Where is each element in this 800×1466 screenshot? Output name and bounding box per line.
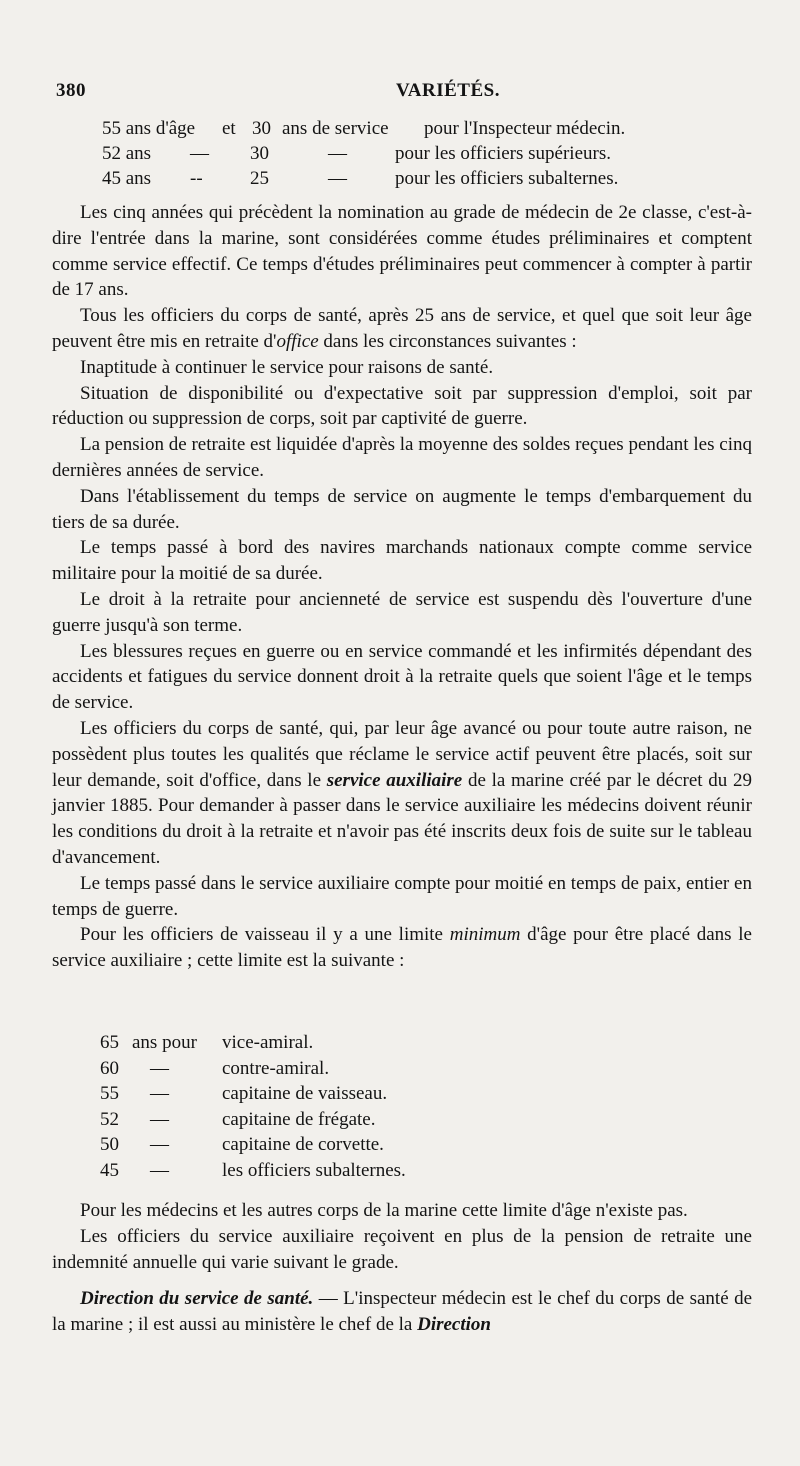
- paragraph: [52, 922, 752, 974]
- unit-cell: —: [328, 143, 347, 164]
- paragraph: La pension de retraite est liquidée d'après la moyenne des soldes reçues pendant les cinq dernières années de service.: [52, 434, 752, 481]
- paragraph: [52, 303, 752, 355]
- paragraph: Le temps passé dans le service auxiliaire compte pour moitié en temps de paix, entier en temps de guerre.: [52, 872, 752, 920]
- paragraph: Les cinq années qui précèdent la nomination au grade de médecin de 2e classe, c'est-à-dire l'entrée dans la marine, sont considérées comme études préliminaires et comptent comme service effectif. Ce temps d'études préliminaires peut commencer à compter à partir de 17 ans.: [52, 202, 752, 301]
- connector-cell: —: [190, 143, 209, 164]
- grade-sep: —: [150, 1108, 169, 1130]
- age-cell: 52 ans: [102, 143, 152, 164]
- grade-sep: —: [150, 1057, 169, 1079]
- age-cell: 55 ans d'âge: [102, 118, 196, 139]
- unit-cell: ans de service: [282, 118, 389, 139]
- text-run: Pour les officiers de vaisseau il y a une limite: [80, 924, 450, 946]
- main-text: [52, 200, 752, 974]
- running-header: [56, 80, 756, 106]
- grade-age: 45: [100, 1159, 119, 1181]
- paragraph: Inaptitude à continuer le service pour raisons de santé.: [80, 356, 494, 378]
- grade-rank: capitaine de frégate.: [222, 1108, 376, 1130]
- paragraph: Dans l'établissement du temps de service on augmente le temps d'embarquement du tiers de sa durée.: [52, 485, 752, 533]
- grade-rank: vice-amiral.: [222, 1032, 314, 1053]
- paragraph: Le temps passé à bord des navires marchands nationaux compte comme service militaire pour la moitié de sa durée.: [52, 537, 752, 585]
- connector-cell: --: [190, 168, 203, 189]
- paragraph: Situation de disponibilité ou d'expectative soit par suppression d'emploi, soit par réduction ou suppression de corps, soit par captivité de guerre.: [52, 382, 752, 430]
- paragraph: [52, 1286, 752, 1338]
- text-run: de la marine créé par le décret du 29 janvier 1885. Pour demander à passer dans le service auxiliaire les médecins doivent réunir les conditions du droit à la retraite et n'avoir pas été inscrits deux fois de suite sur le tableau d'avancement.: [52, 769, 752, 868]
- years-cell: 30: [250, 143, 269, 164]
- grade-sep: —: [150, 1134, 169, 1156]
- paragraph: Les officiers du service auxiliaire reçoivent en plus de la pension de retraite une indemnité annuelle qui varie suivant le grade.: [52, 1226, 752, 1273]
- grade-sep: ans pour: [132, 1032, 197, 1053]
- paragraph: Le droit à la retraite pour ancienneté de service est suspendu dès l'ouverture d'une guerre jusqu'à son terme.: [52, 588, 752, 636]
- text-run: d'âge pour être placé dans le service auxiliaire ; cette limite est la suivante :: [52, 924, 752, 972]
- grade-age: 60: [100, 1057, 119, 1079]
- section-heading: Direction du service de santé.: [80, 1288, 314, 1309]
- unit-cell: —: [328, 168, 347, 189]
- grade-age: 65: [100, 1032, 119, 1053]
- running-title: VARIÉTÉS.: [396, 80, 500, 101]
- italic-direction: Direction: [417, 1314, 491, 1335]
- years-cell: 30: [252, 118, 271, 139]
- text-run: — L'inspecteur médecin est le chef du corps de santé de la marine ; il est aussi au ministère le chef de la: [52, 1288, 752, 1335]
- grade-rank: capitaine de vaisseau.: [222, 1083, 388, 1105]
- group-cell: pour les officiers subalternes.: [395, 168, 619, 189]
- paragraph: Les blessures reçues en guerre ou en service commandé et les infirmités dépendant des accidents et fatigues du service donnent droit à la retraite quels que soient l'âge et le temps de service.: [52, 640, 752, 714]
- group-cell: pour les officiers supérieurs.: [395, 143, 611, 164]
- grade-age: 50: [100, 1134, 119, 1156]
- grade-age: 52: [100, 1108, 119, 1130]
- page-number: 380: [56, 80, 86, 101]
- grade-sep: —: [150, 1159, 169, 1181]
- italic-service-auxiliaire: service auxiliaire: [326, 769, 463, 791]
- italic-office: office: [276, 330, 319, 352]
- age-cell: 45 ans: [102, 168, 152, 189]
- connector-cell: et: [222, 118, 236, 139]
- grade-rank: les officiers subalternes.: [222, 1159, 406, 1181]
- grade-rank: contre-amiral.: [222, 1057, 330, 1079]
- years-cell: 25: [250, 168, 269, 189]
- italic-minimum: minimum: [449, 924, 521, 946]
- text-run: Tous les officiers du corps de santé, après 25 ans de service, et quel que soit leur âge peuvent être mis en retraite d': [52, 305, 752, 352]
- grade-rank: capitaine de corvette.: [222, 1134, 384, 1156]
- grade-sep: —: [150, 1083, 169, 1105]
- group-cell: pour l'Inspecteur médecin.: [424, 118, 626, 139]
- paragraph: [52, 716, 752, 871]
- text-run: Les officiers du corps de santé, qui, par leur âge avancé ou pour toute autre raison, ne possèdent plus toutes les qualités que réclame le service actif peuvent être placés, soit sur leur demande, soit d'office, dans le: [52, 717, 752, 791]
- paragraph: Pour les médecins et les autres corps de la marine cette limite d'âge n'existe pas.: [80, 1200, 688, 1221]
- grade-age: 55: [100, 1083, 119, 1105]
- text-run: dans les circonstances suivantes :: [318, 330, 577, 352]
- closing-text: [52, 1198, 752, 1338]
